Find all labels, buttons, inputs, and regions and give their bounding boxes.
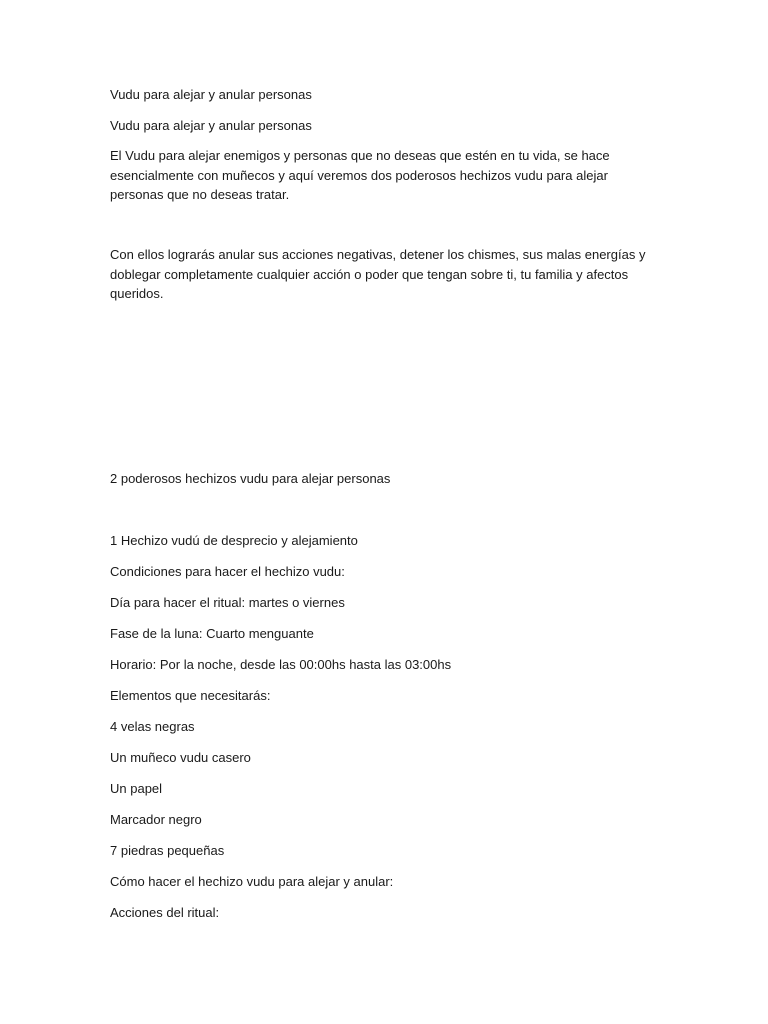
list-item: Marcador negro <box>110 812 202 827</box>
list-item: 4 velas negras <box>110 719 195 734</box>
intro-paragraph-2: Con ellos lograrás anular sus acciones negativas, detener los chismes, sus malas energías y doblegar completamente cualquier acción o poder que tengan sobre ti, tu familia y afectos queridos. <box>110 247 646 301</box>
list-item: Un muñeco vudu casero <box>110 750 251 765</box>
schedule: Horario: Por la noche, desde las 00:00hs hasta las 03:00hs <box>110 657 452 672</box>
document-title: Vudu para alejar y anular personas <box>110 87 312 102</box>
spell-1-title: 1 Hechizo vudú de desprecio y alejamiento <box>110 533 358 548</box>
ritual-actions-heading: Acciones del ritual: <box>110 905 220 920</box>
section-heading: 2 poderosos hechizos vudu para alejar personas <box>110 471 391 486</box>
intro-paragraph: El Vudu para alejar enemigos y personas que no deseas que estén en tu vida, se hace esencialmente con muñecos y aquí veremos dos poderosos hechizos vudu para alejar personas que no deseas tratar. <box>110 148 610 202</box>
moon-phase: Fase de la luna: Cuarto menguante <box>110 626 314 641</box>
elements-heading: Elementos que necesitarás: <box>110 688 271 703</box>
conditions-heading: Condiciones para hacer el hechizo vudu: <box>110 564 345 579</box>
list-item: Un papel <box>110 781 163 796</box>
document-subtitle: Vudu para alejar y anular personas <box>110 118 312 133</box>
how-to-heading: Cómo hacer el hechizo vudu para alejar y anular: <box>110 874 394 889</box>
ritual-day: Día para hacer el ritual: martes o viernes <box>110 595 345 610</box>
list-item: 7 piedras pequeñas <box>110 843 225 858</box>
